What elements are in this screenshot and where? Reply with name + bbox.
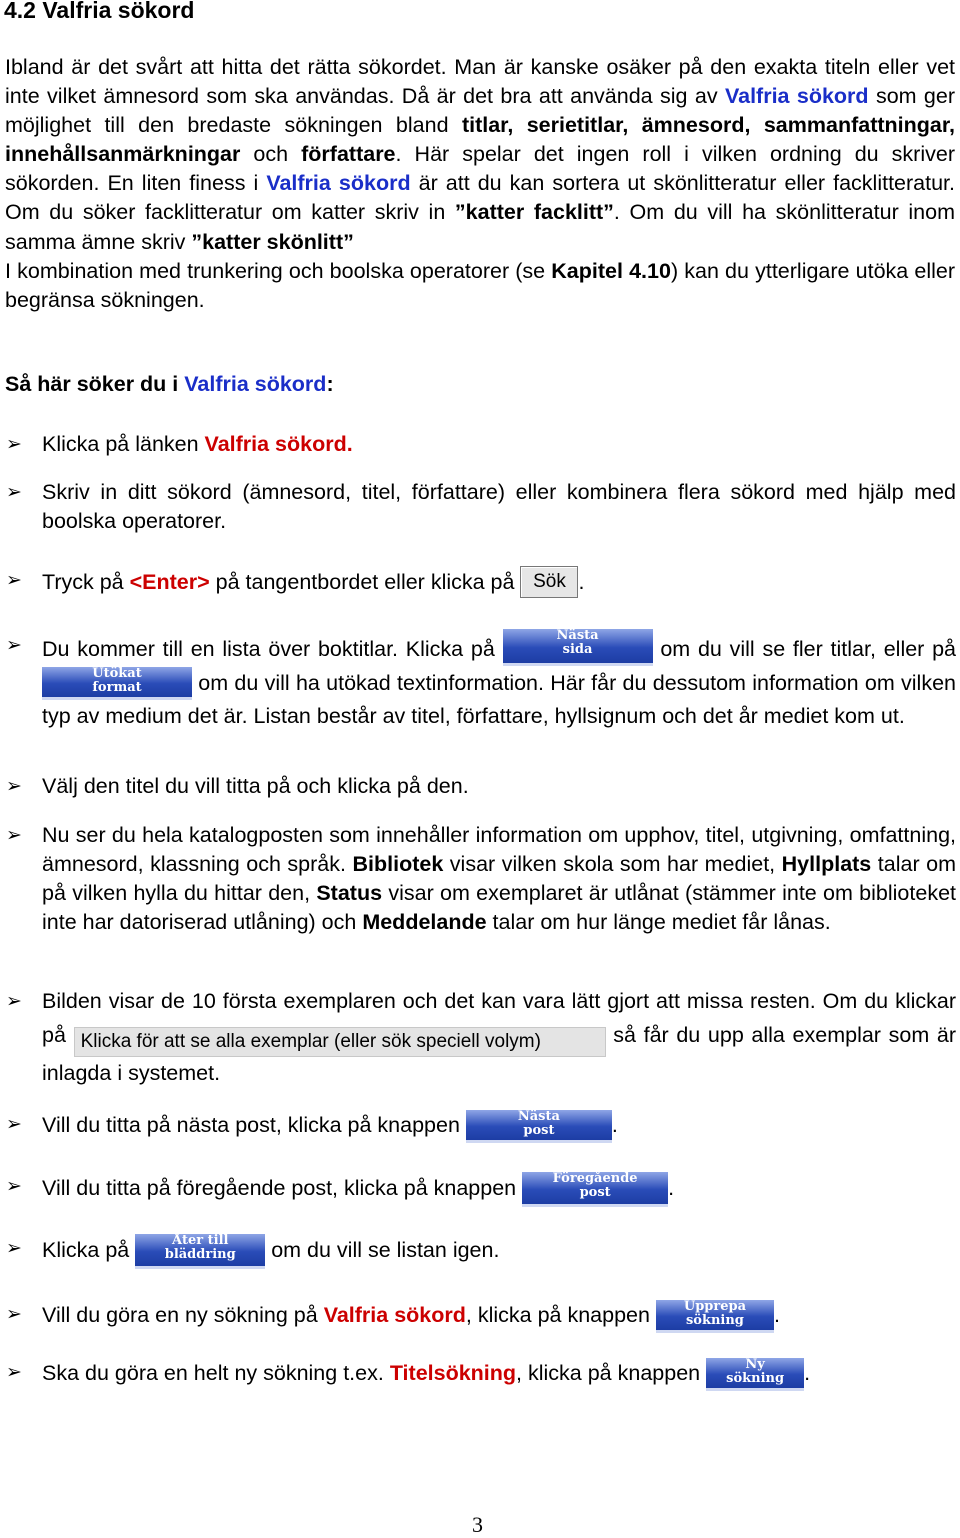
arrow-bullet-icon: ➢ (6, 1362, 22, 1383)
utokat-format-button[interactable]: Utökat format (42, 667, 192, 700)
nasta-post-button[interactable]: Nästa post (466, 1110, 612, 1143)
arrow-bullet-icon: ➢ (6, 1176, 22, 1197)
valfria-sokord-link[interactable]: Valfria sökord. (204, 432, 353, 456)
arrow-bullet-icon: ➢ (6, 1304, 22, 1325)
ater-till-bladdring-button[interactable]: Åter till bläddring (135, 1234, 265, 1269)
arrow-bullet-icon: ➢ (6, 825, 22, 846)
arrow-bullet-icon: ➢ (6, 1114, 22, 1135)
valfria-sokord-link[interactable]: Valfria sökord (323, 1303, 466, 1328)
titelsokning-link[interactable]: Titelsökning (389, 1361, 517, 1386)
alla-exemplar-button[interactable]: Klicka för att se alla exemplar (eller sök speciell volym) (74, 1027, 606, 1057)
intro-paragraph: Ibland är det svårt att hitta det rätta sökordet. Man är kanske osäker på den exakta titeln eller vet inte vilket ämnesord som ska användas. Då är det bra att använda sig av Valfria sökord som ger möjlighet till den bredaste sökningen bland titlar, serietitlar, ämnesord, sammanfattningar, innehållsanmärkningar och författare. Här spelar det ingen roll i vilken ordning du skriver sökorden. En liten finess i Valfria sökord är att du kan sortera ut skönlitteratur eller facklitteratur. Om du söker facklitteratur om katter skriv in ”katter facklitt”. Om du vill ha skönlitteratur inom samma ämne skriv ”katter skönlitt” I kombination med trunkering och boolska operatorer (se Kapitel 4.10) kan du ytterligare utöka eller begränsa sökningen. (5, 55, 956, 312)
arrow-bullet-icon: ➢ (6, 1238, 22, 1259)
valfria-sokord-link[interactable]: Valfria sökord (724, 84, 869, 109)
nasta-sida-button[interactable]: Nästa sida (503, 629, 653, 666)
enter-key-label: <Enter> (129, 570, 210, 594)
valfria-sokord-link[interactable]: Valfria sökord (184, 372, 327, 396)
page-number: 3 (472, 1512, 483, 1537)
section-heading: 4.2 Valfria sökord (4, 0, 195, 23)
arrow-bullet-icon: ➢ (6, 482, 22, 503)
upprepa-sokning-button[interactable]: Upprepa sökning (656, 1300, 774, 1333)
arrow-bullet-icon: ➢ (6, 776, 22, 797)
valfria-sokord-link[interactable]: Valfria sökord (266, 171, 411, 196)
arrow-bullet-icon: ➢ (6, 434, 22, 455)
arrow-bullet-icon: ➢ (6, 635, 22, 656)
foregaende-post-button[interactable]: Föregående post (522, 1172, 668, 1207)
howto-heading: Så här söker du i Valfria sökord: (5, 372, 334, 396)
sok-button[interactable]: Sök (520, 566, 578, 598)
arrow-bullet-icon: ➢ (6, 570, 22, 591)
arrow-bullet-icon: ➢ (6, 991, 22, 1012)
ny-sokning-button[interactable]: Ny sökning (706, 1358, 804, 1391)
